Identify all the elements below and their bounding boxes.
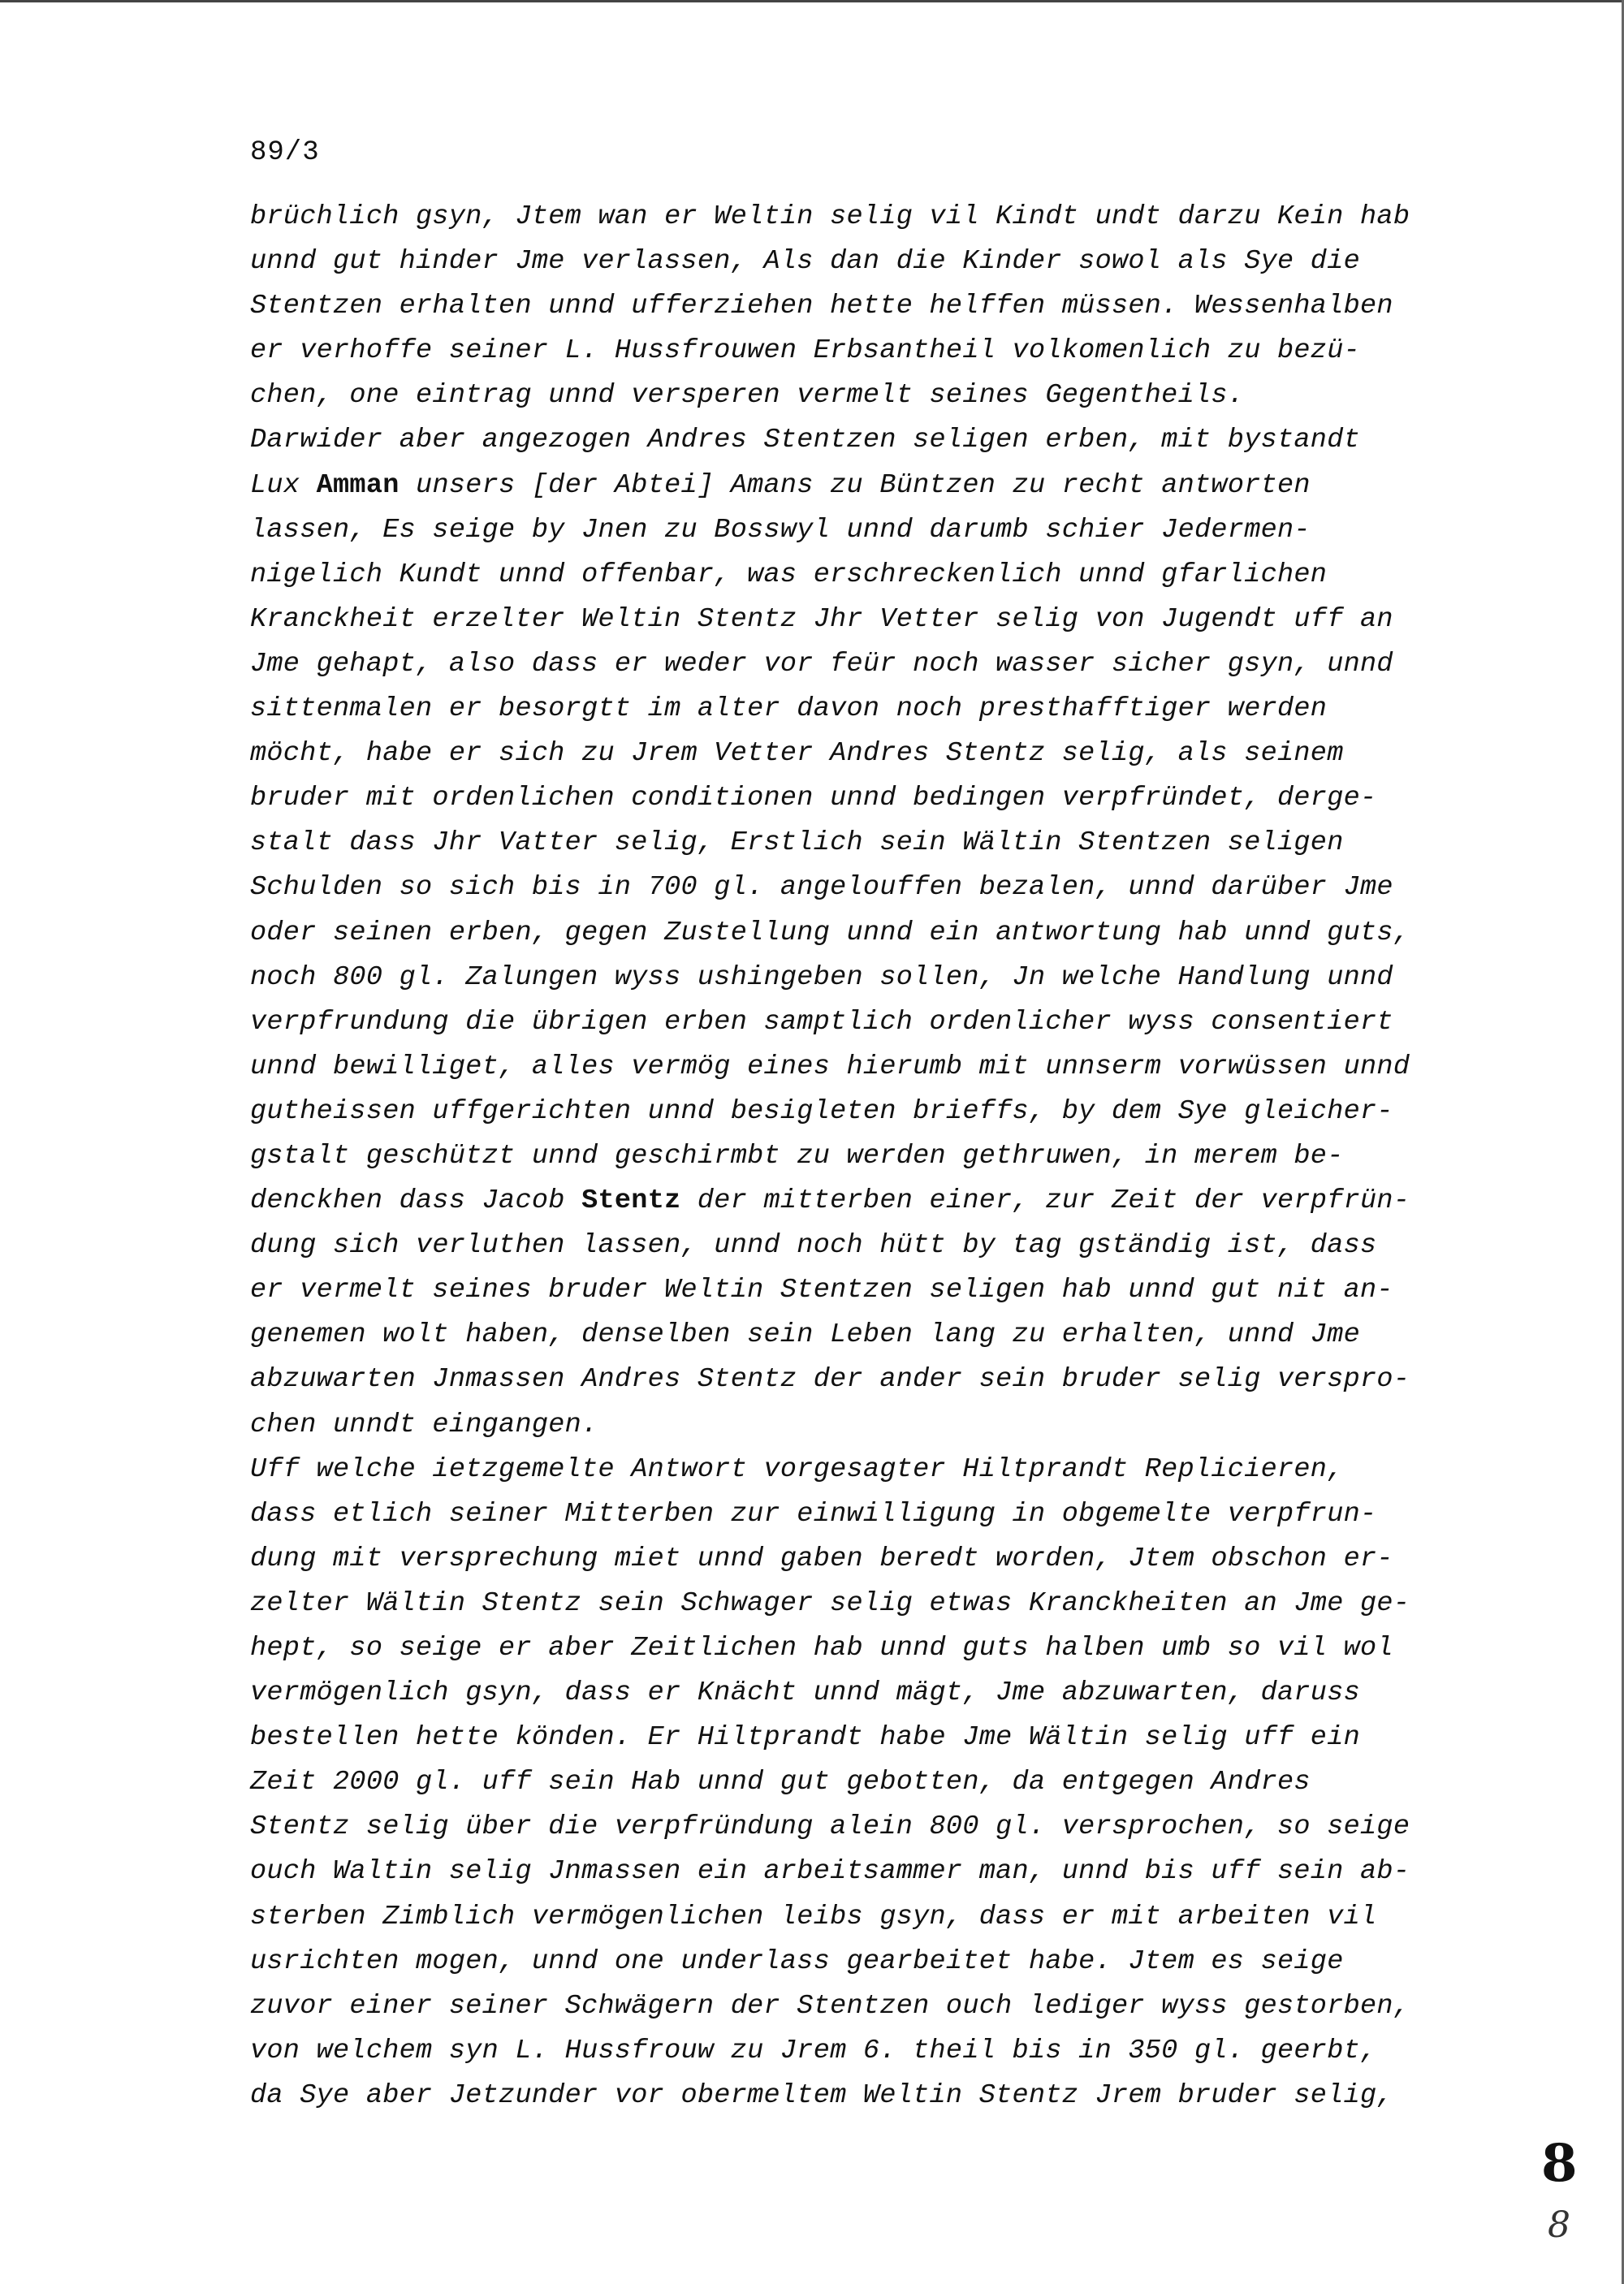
text-line: gstalt geschützt unnd geschirmbt zu werden gethruwen, in merem be-: [250, 1140, 1344, 1172]
text-line: vermögenlich gsyn, dass er Knächt unnd mägt, Jme abzuwarten, daruss: [250, 1677, 1361, 1709]
text-line: [250, 1179, 1517, 1224]
text-line: er vermelt seines bruder Weltin Stentzen seligen hab unnd gut nit an-: [250, 1275, 1393, 1306]
text-line: stalt dass Jhr Vatter selig, Erstlich sein Wältin Stentzen seligen: [250, 827, 1344, 859]
text-segment: Lux: [250, 469, 317, 501]
text-line: sittenmalen er besorgtt im alter davon noch presthafftiger werden: [250, 693, 1328, 725]
folio-mark-small: 8: [1548, 2204, 1570, 2246]
text-line: dung mit versprechung miet unnd gaben beredt worden, Jtem obschon er-: [250, 1543, 1393, 1574]
text-line: sterben Zimblich vermögenlichen leibs gsyn, dass er mit arbeiten vil: [250, 1901, 1377, 1932]
text-line: bruder mit ordenlichen conditionen unnd bedingen verpfründet, derge-: [250, 783, 1377, 814]
text-line: usrichten mogen, unnd one underlass gearbeitet habe. Jtem es seige: [250, 1945, 1344, 1977]
folio-mark-large: 8: [1541, 2133, 1578, 2194]
text-line: nigelich Kundt unnd offenbar, was erschreckenlich unnd gfarlichen: [250, 559, 1328, 590]
text-line: genemen wolt haben, denselben sein Leben lang zu erhalten, unnd Jme: [250, 1319, 1361, 1351]
text-line: hept, so seige er aber Zeitlichen hab unnd guts halben umb so vil wol: [250, 1633, 1393, 1664]
text-line: zuvor einer seiner Schwägern der Stentzen ouch lediger wyss gestorben,: [250, 1990, 1410, 2022]
text-line: chen unndt eingangen.: [250, 1409, 598, 1440]
text-line: Stentzen erhalten unnd ufferziehen hette helffen müssen. Wessenhalben: [250, 291, 1393, 322]
text-line: noch 800 gl. Zalungen wyss ushingeben sollen, Jn welche Handlung unnd: [250, 961, 1393, 993]
page-number: 89/3: [250, 137, 320, 168]
bold-name-amman: Amman: [316, 469, 400, 501]
text-line: unnd gut hinder Jme verlassen, Als dan die Kinder sowol als Sye die: [250, 246, 1361, 278]
text-line: lassen, Es seige by Jnen zu Bosswyl unnd darumb schier Jedermen-: [250, 514, 1311, 546]
text-segment: denckhen dass Jacob: [250, 1185, 582, 1217]
page-border-top: [0, 0, 1624, 2]
text-line: Kranckheit erzelter Weltin Stentz Jhr Vetter selig von Jugendt uff an: [250, 603, 1393, 635]
text-line: abzuwarten Jnmassen Andres Stentz der ander sein bruder selig verspro-: [250, 1364, 1410, 1396]
text-line: möcht, habe er sich zu Jrem Vetter Andres Stentz selig, als seinem: [250, 738, 1344, 770]
text-line: verpfrundung die übrigen erben samptlich ordenlicher wyss consentiert: [250, 1006, 1393, 1038]
text-line: er verhoffe seiner L. Hussfrouwen Erbsantheil volkomenlich zu bezü-: [250, 335, 1361, 367]
text-line: dass etlich seiner Mitterben zur einwilligung in obgemelte verpfrun-: [250, 1498, 1377, 1530]
text-line: Uff welche ietzgemelte Antwort vorgesagter Hiltprandt Replicieren,: [250, 1453, 1344, 1485]
text-line: bestellen hette könden. Er Hiltprandt habe Jme Wältin selig uff ein: [250, 1722, 1361, 1754]
text-line: oder seinen erben, gegen Zustellung unnd ein antwortung hab unnd guts,: [250, 917, 1410, 948]
text-line: Jme gehapt, also dass er weder vor feür noch wasser sicher gsyn, unnd: [250, 648, 1393, 680]
text-line: zelter Wältin Stentz sein Schwager selig etwas Kranckheiten an Jme ge-: [250, 1587, 1410, 1619]
text-segment: der mitterben einer, zur Zeit der verpfrün-: [680, 1185, 1410, 1217]
text-line: Darwider aber angezogen Andres Stentzen seligen erben, mit bystandt: [250, 425, 1361, 456]
text-line: brüchlich gsyn, Jtem wan er Weltin selig vil Kindt undt darzu Kein hab: [250, 201, 1410, 232]
text-line: von welchem syn L. Hussfrouw zu Jrem 6. theil bis in 350 gl. geerbt,: [250, 2035, 1377, 2066]
text-line: chen, one eintrag unnd versperen vermelt seines Gegentheils.: [250, 380, 1245, 412]
document-body: [250, 195, 1517, 2118]
text-line: [250, 464, 1517, 508]
text-segment: unsers [der Abtei] Amans zu Büntzen zu recht antworten: [399, 469, 1311, 501]
text-line: ouch Waltin selig Jnmassen ein arbeitsammer man, unnd bis uff sein ab-: [250, 1856, 1410, 1888]
text-line: dung sich verluthen lassen, unnd noch hütt by tag gständig ist, dass: [250, 1230, 1377, 1262]
text-line: unnd bewilliget, alles vermög eines hierumb mit unnserm vorwüssen unnd: [250, 1051, 1410, 1082]
text-line: gutheissen uffgerichten unnd besigleten brieffs, by dem Sye gleicher-: [250, 1095, 1393, 1127]
text-line: Schulden so sich bis in 700 gl. angelouffen bezalen, unnd darüber Jme: [250, 872, 1393, 904]
text-line: Zeit 2000 gl. uff sein Hab unnd gut gebotten, da entgegen Andres: [250, 1767, 1311, 1798]
bold-name-stentz: Stentz: [581, 1185, 681, 1217]
text-line: Stentz selig über die verpfründung alein 800 gl. versprochen, so seige: [250, 1811, 1410, 1843]
text-line: da Sye aber Jetzunder vor obermeltem Weltin Stentz Jrem bruder selig,: [250, 2079, 1393, 2111]
